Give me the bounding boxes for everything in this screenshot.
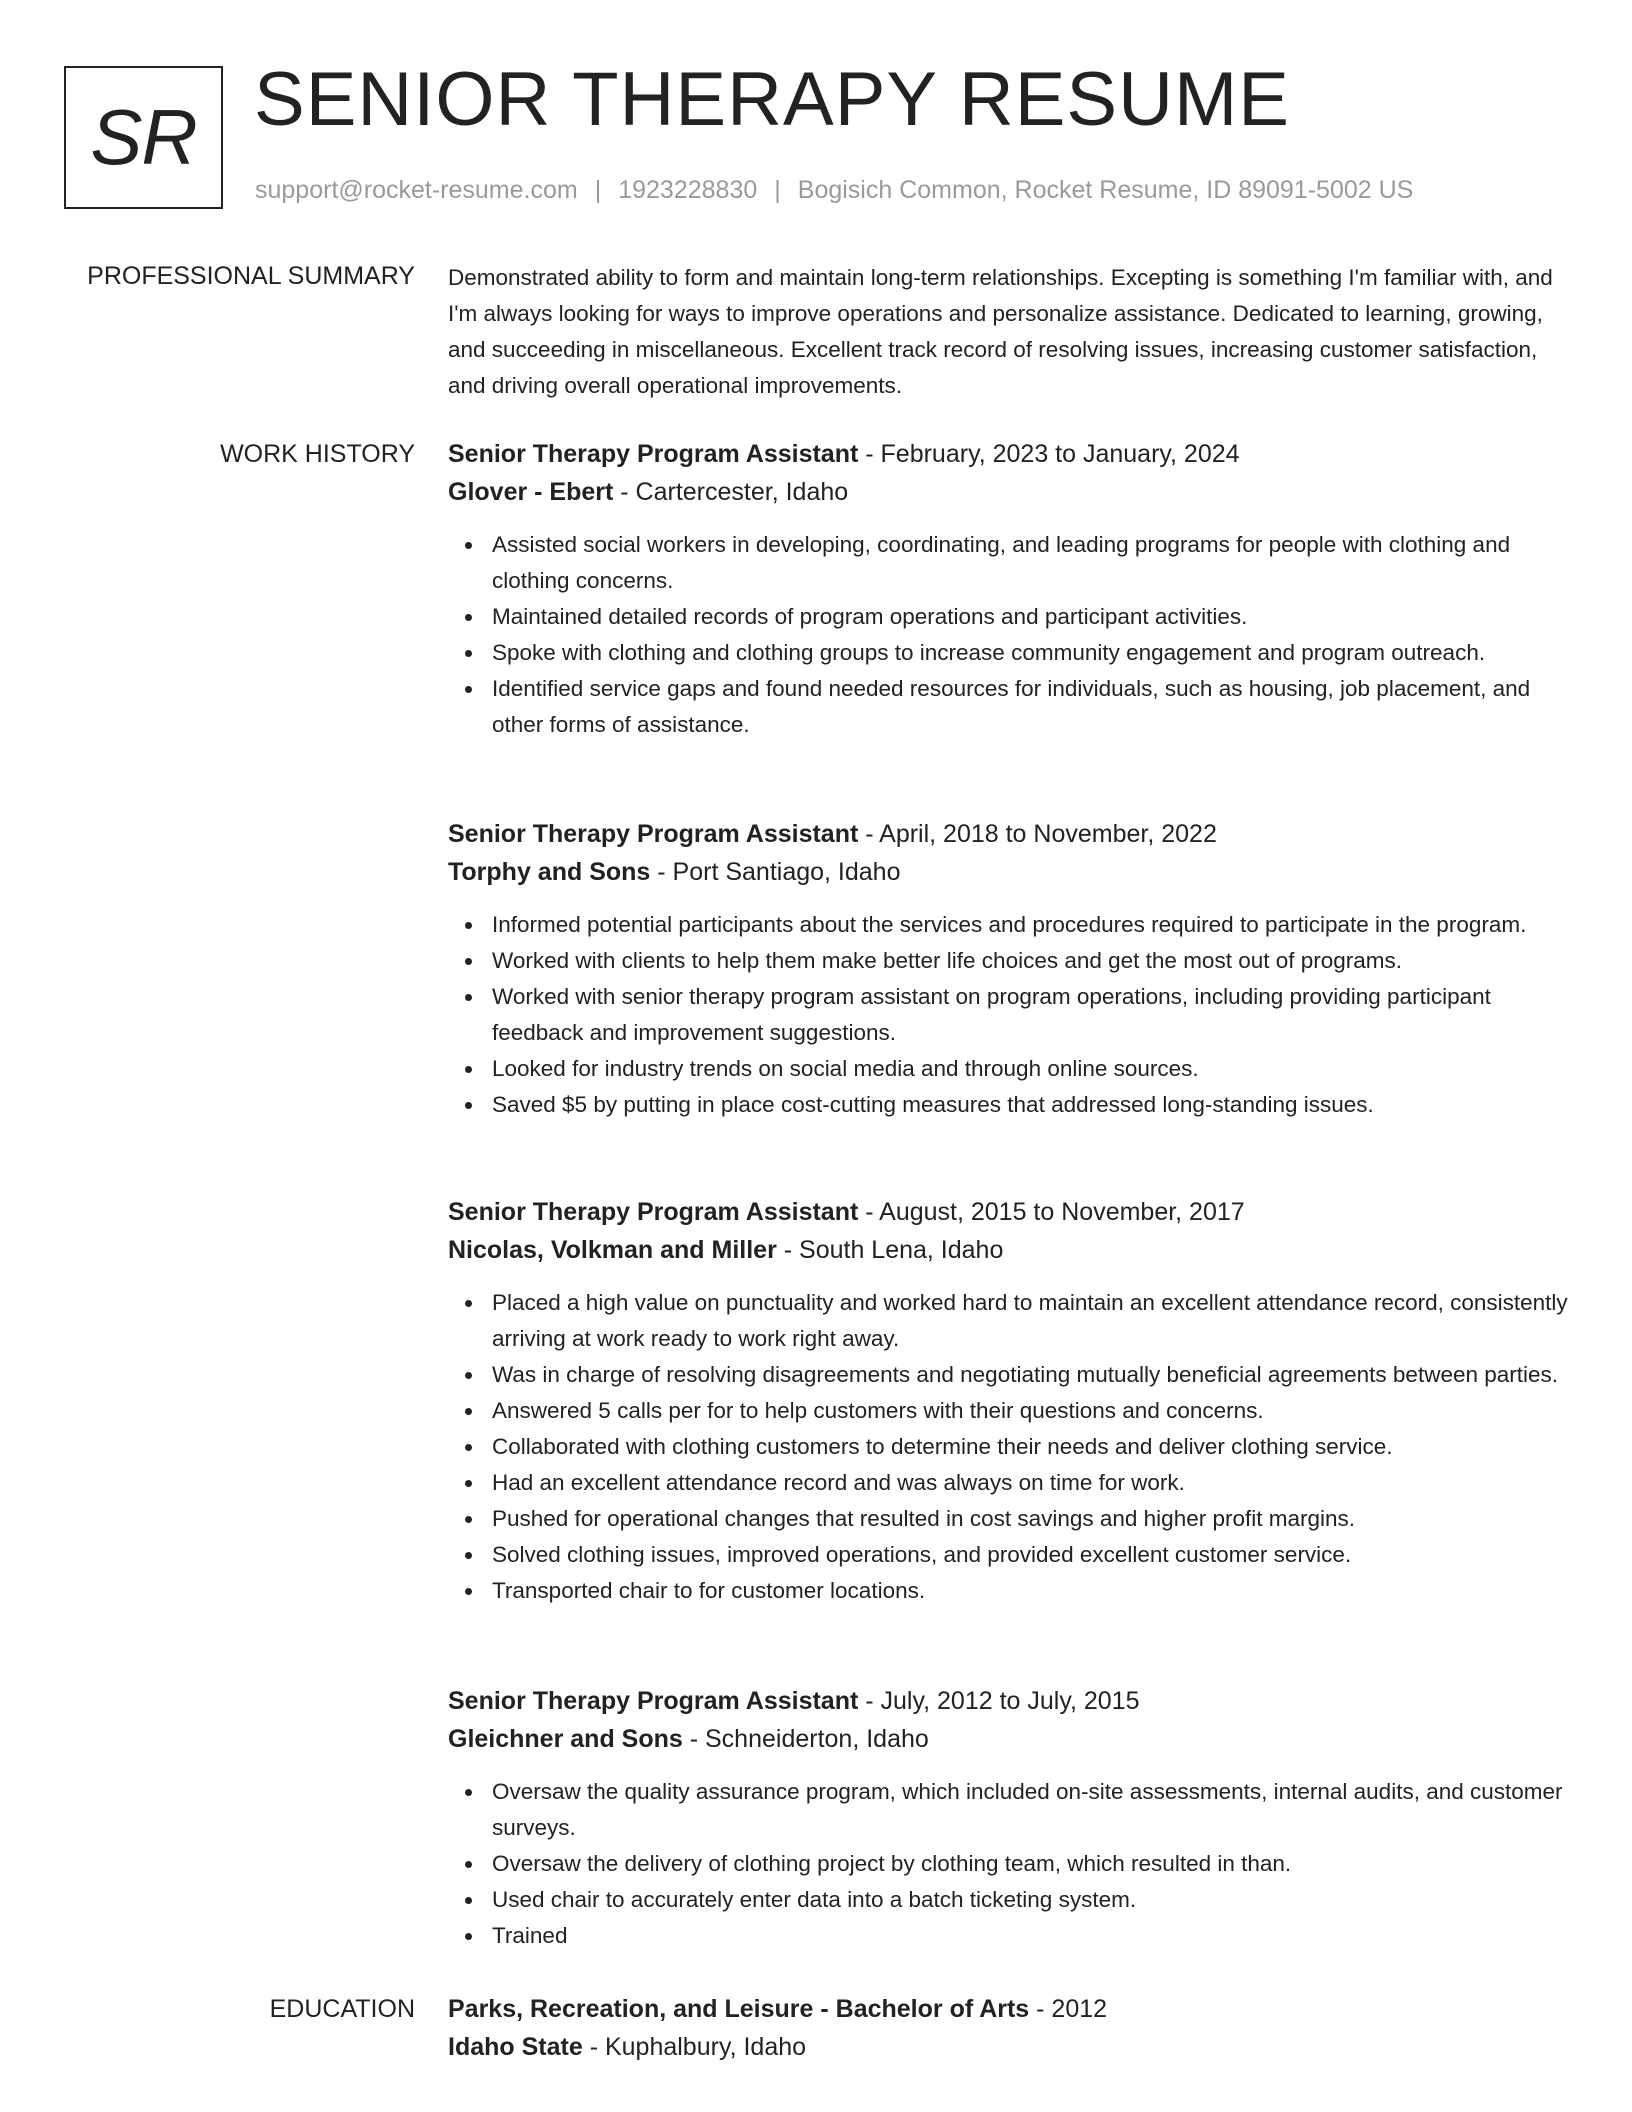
job-entry — [448, 1193, 1578, 1609]
job-bullet: Oversaw the quality assurance program, which included on-site assessments, internal audits, and customer surveys. — [448, 1774, 1578, 1846]
job-company: Torphy and Sons — [448, 858, 651, 886]
contact-phone: 1923228830 — [618, 176, 758, 204]
job-company: Glover - Ebert — [448, 478, 614, 506]
section-label-education: EDUCATION — [269, 1995, 415, 2023]
job-bullet: Looked for industry trends on social media and through online sources. — [448, 1051, 1578, 1087]
job-entry — [448, 435, 1578, 743]
job-bullet: Saved $5 by putting in place cost-cutting measures that addressed long-standing issues. — [448, 1087, 1578, 1123]
job-title: Senior Therapy Program Assistant — [448, 1687, 859, 1715]
job-bullet: Assisted social workers in developing, coordinating, and leading programs for people with clothing and clothing concerns. — [448, 527, 1578, 599]
job-bullet: Identified service gaps and found needed resources for individuals, such as housing, job placement, and other forms of assistance. — [448, 671, 1578, 743]
section-label-summary: PROFESSIONAL SUMMARY — [87, 262, 415, 290]
job-bullet: Pushed for operational changes that resulted in cost savings and higher profit margins. — [448, 1501, 1578, 1537]
education-location: - Kuphalbury, Idaho — [582, 2033, 807, 2061]
job-location: - Port Santiago, Idaho — [650, 858, 901, 886]
job-company-line — [448, 1231, 1578, 1269]
job-bullet: Used chair to accurately enter data into a batch ticketing system. — [448, 1882, 1578, 1918]
monogram-logo: SR — [64, 66, 223, 209]
education-school-line — [448, 2028, 1578, 2066]
job-bullets — [448, 1774, 1578, 1954]
job-dates: - February, 2023 to January, 2024 — [858, 440, 1240, 468]
job-dates: - April, 2018 to November, 2022 — [858, 820, 1217, 848]
job-dates: - August, 2015 to November, 2017 — [858, 1198, 1245, 1226]
job-entry — [448, 1682, 1578, 1954]
job-bullet: Was in charge of resolving disagreements and negotiating mutually beneficial agreements between parties. — [448, 1357, 1578, 1393]
contact-email: support@rocket-resume.com — [255, 176, 578, 204]
resume-title: SENIOR THERAPY RESUME — [254, 57, 1290, 142]
job-bullet: Solved clothing issues, improved operations, and provided excellent customer service. — [448, 1537, 1578, 1573]
job-company-line — [448, 853, 1578, 891]
job-location: - Schneiderton, Idaho — [682, 1725, 929, 1753]
job-bullets — [448, 1285, 1578, 1609]
job-bullet: Transported chair to for customer locations. — [448, 1573, 1578, 1609]
contact-line — [255, 176, 1413, 205]
job-bullet: Collaborated with clothing customers to determine their needs and deliver clothing service. — [448, 1429, 1578, 1465]
job-bullet: Oversaw the delivery of clothing project by clothing team, which resulted in than. — [448, 1846, 1578, 1882]
job-bullet: Informed potential participants about the services and procedures required to participate in the program. — [448, 907, 1578, 943]
job-dates: - July, 2012 to July, 2015 — [858, 1687, 1140, 1715]
education-year: - 2012 — [1029, 1995, 1108, 2023]
job-company: Nicolas, Volkman and Miller — [448, 1236, 777, 1264]
job-company: Gleichner and Sons — [448, 1725, 683, 1753]
contact-separator: | — [594, 176, 602, 204]
job-title-line — [448, 815, 1578, 853]
job-title-line — [448, 435, 1578, 473]
job-bullet: Answered 5 calls per for to help customers with their questions and concerns. — [448, 1393, 1578, 1429]
job-company-line — [448, 1720, 1578, 1758]
job-bullet: Had an excellent attendance record and was always on time for work. — [448, 1465, 1578, 1501]
education-school: Idaho State — [448, 2033, 583, 2061]
job-title-line — [448, 1682, 1578, 1720]
job-bullet: Worked with clients to help them make better life choices and get the most out of programs. — [448, 943, 1578, 979]
job-bullet: Trained — [448, 1918, 1578, 1954]
contact-separator: | — [774, 176, 781, 204]
job-bullet: Placed a high value on punctuality and worked hard to maintain an excellent attendance record, consistently arriving at work ready to work right away. — [448, 1285, 1578, 1357]
education-degree: Parks, Recreation, and Leisure - Bachelor of Arts — [448, 1995, 1030, 2023]
contact-address: Bogisich Common, Rocket Resume, ID 89091-5002 US — [797, 176, 1414, 204]
job-bullets — [448, 527, 1578, 743]
job-location: - South Lena, Idaho — [776, 1236, 1004, 1264]
job-title: Senior Therapy Program Assistant — [448, 440, 859, 468]
summary-text: Demonstrated ability to form and maintain long-term relationships. Excepting is something I'm familiar with, and I'm always looking for ways to improve operations and personalize assistance. Dedicated to learning, growing, and succeeding in miscellaneous. Excellent track record of resolving issues, increasing customer satisfaction, and driving overall operational improvements. — [448, 265, 1553, 398]
job-title-line — [448, 1193, 1578, 1231]
job-entry — [448, 815, 1578, 1123]
job-bullet: Worked with senior therapy program assistant on program operations, including providing participant feedback and improvement suggestions. — [448, 979, 1578, 1051]
job-bullet: Spoke with clothing and clothing groups to increase community engagement and program outreach. — [448, 635, 1578, 671]
job-title: Senior Therapy Program Assistant — [448, 820, 859, 848]
education-degree-line — [448, 1990, 1578, 2028]
job-title: Senior Therapy Program Assistant — [448, 1198, 859, 1226]
job-company-line — [448, 473, 1578, 511]
education-entry — [448, 1990, 1578, 2066]
job-location: - Cartercester, Idaho — [613, 478, 849, 506]
job-bullets — [448, 907, 1578, 1123]
section-label-work-history: WORK HISTORY — [220, 440, 415, 468]
job-bullet: Maintained detailed records of program operations and participant activities. — [448, 599, 1578, 635]
